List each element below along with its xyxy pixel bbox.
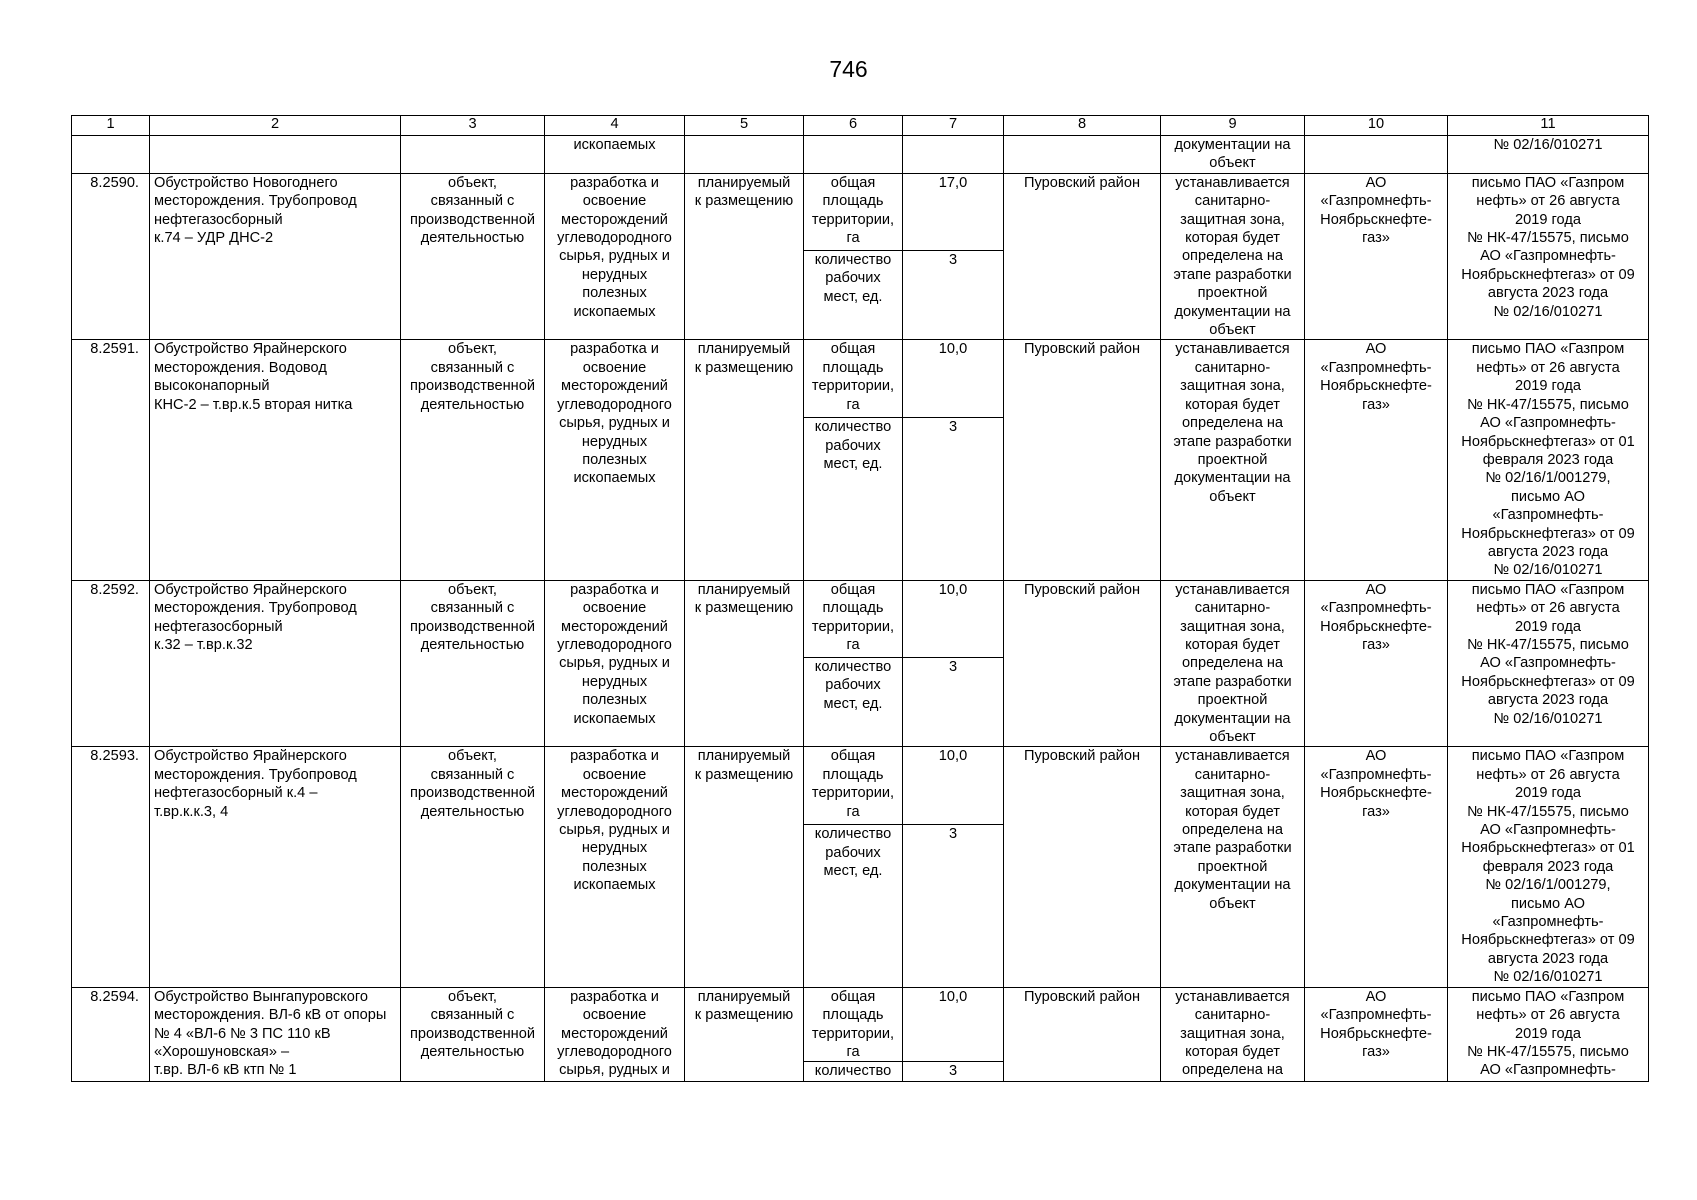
object-type-cell: объект, связанный с производственной деятельностью	[401, 747, 545, 987]
parameter-value-cell: 10,0	[903, 747, 1004, 825]
column-header: 11	[1448, 116, 1649, 136]
column-header: 8	[1004, 116, 1161, 136]
row-number-cell: 8.2592.	[72, 580, 150, 747]
district-cell: Пуровский район	[1004, 173, 1161, 340]
zone-cell: устанавливается санитарно- защитная зона, которая будет определена на этапе разработки проектной документации на объект	[1161, 747, 1305, 987]
table-cell	[903, 136, 1004, 174]
table-cell	[1305, 136, 1448, 174]
parameter-value-cell: 10,0	[903, 987, 1004, 1062]
parameter-name-cell: общая площадь территории, га	[804, 580, 903, 657]
parameter-name-cell: количество рабочих мест, ед.	[804, 418, 903, 581]
parameter-value-cell: 3	[903, 657, 1004, 747]
basis-cell: письмо ПАО «Газпром нефть» от 26 августа 2019 года № НК-47/15575, письмо АО «Газпромнефть- Ноябрьскнефтегаз» от 09 августа 2023 года № 02/16/010271	[1448, 173, 1649, 340]
row-number-cell: 8.2591.	[72, 340, 150, 580]
district-cell: Пуровский район	[1004, 987, 1161, 1081]
object-name-cell: Обустройство Вынгапуровского месторождения. ВЛ-6 кВ от опоры № 4 «ВЛ-6 № 3 ПС 110 кВ «Хорошуновская» – т.вр. ВЛ-6 кВ ктп № 1	[150, 987, 401, 1081]
owner-cell: АО «Газпромнефть- Ноябрьскнефте- газ»	[1305, 987, 1448, 1081]
column-header: 2	[150, 116, 401, 136]
object-name-cell: Обустройство Ярайнерского месторождения. Трубопровод нефтегазосборный к.4 – т.вр.к.к.3, 4	[150, 747, 401, 987]
continuation-row	[72, 136, 1649, 174]
purpose-cell: разработка и освоение месторождений углеводородного сырья, рудных и	[545, 987, 685, 1081]
row-number-cell: 8.2590.	[72, 173, 150, 340]
status-cell: планируемый к размещению	[685, 580, 804, 747]
object-type-cell: объект, связанный с производственной деятельностью	[401, 580, 545, 747]
table-row	[72, 987, 1649, 1062]
row-number-cell: 8.2593.	[72, 747, 150, 987]
table-body	[72, 116, 1649, 1082]
status-cell: планируемый к размещению	[685, 340, 804, 580]
column-header: 5	[685, 116, 804, 136]
object-type-cell: объект, связанный с производственной деятельностью	[401, 173, 545, 340]
purpose-cell: разработка и освоение месторождений углеводородного сырья, рудных и нерудных полезных ископаемых	[545, 580, 685, 747]
object-name-cell: Обустройство Новогоднего месторождения. Трубопровод нефтегазосборный к.74 – УДР ДНС-2	[150, 173, 401, 340]
table-cell	[685, 136, 804, 174]
object-name-cell: Обустройство Ярайнерского месторождения. Трубопровод нефтегазосборный к.32 – т.вр.к.32	[150, 580, 401, 747]
basis-cell: № 02/16/010271	[1448, 136, 1649, 174]
parameter-value-cell: 10,0	[903, 580, 1004, 657]
object-type-cell: объект, связанный с производственной деятельностью	[401, 340, 545, 580]
owner-cell: АО «Газпромнефть- Ноябрьскнефте- газ»	[1305, 340, 1448, 580]
parameter-name-cell: общая площадь территории, га	[804, 340, 903, 418]
column-header: 3	[401, 116, 545, 136]
basis-cell: письмо ПАО «Газпром нефть» от 26 августа 2019 года № НК-47/15575, письмо АО «Газпромнефть-	[1448, 987, 1649, 1081]
zone-cell: документации на объект	[1161, 136, 1305, 174]
table-cell	[804, 136, 903, 174]
parameter-name-cell: общая площадь территории, га	[804, 987, 903, 1062]
column-header: 6	[804, 116, 903, 136]
parameter-value-cell: 3	[903, 1062, 1004, 1081]
zone-cell: устанавливается санитарно- защитная зона, которая будет определена на этапе разработки проектной документации на объект	[1161, 580, 1305, 747]
parameter-name-cell: количество рабочих мест, ед.	[804, 657, 903, 747]
status-cell: планируемый к размещению	[685, 747, 804, 987]
object-type-cell: объект, связанный с производственной деятельностью	[401, 987, 545, 1081]
table-row	[72, 173, 1649, 250]
column-header: 10	[1305, 116, 1448, 136]
basis-cell: письмо ПАО «Газпром нефть» от 26 августа 2019 года № НК-47/15575, письмо АО «Газпромнефть- Ноябрьскнефтегаз» от 01 февраля 2023 года № 02/16/1/001279, письмо АО «Газпромнефть- Ноябрьскнефтегаз» от 09 августа 2023 года № 02/16/010271	[1448, 340, 1649, 580]
purpose-cell: разработка и освоение месторождений углеводородного сырья, рудных и нерудных полезных ископаемых	[545, 340, 685, 580]
parameter-name-cell: общая площадь территории, га	[804, 747, 903, 825]
column-header: 7	[903, 116, 1004, 136]
column-header: 9	[1161, 116, 1305, 136]
owner-cell: АО «Газпромнефть- Ноябрьскнефте- газ»	[1305, 580, 1448, 747]
table-row	[72, 340, 1649, 418]
table-row	[72, 747, 1649, 825]
basis-cell: письмо ПАО «Газпром нефть» от 26 августа 2019 года № НК-47/15575, письмо АО «Газпромнефть- Ноябрьскнефтегаз» от 01 февраля 2023 года № 02/16/1/001279, письмо АО «Газпромнефть- Ноябрьскнефтегаз» от 09 августа 2023 года № 02/16/010271	[1448, 747, 1649, 987]
owner-cell: АО «Газпромнефть- Ноябрьскнефте- газ»	[1305, 747, 1448, 987]
purpose-cell: разработка и освоение месторождений углеводородного сырья, рудных и нерудных полезных ископаемых	[545, 747, 685, 987]
table-cell	[72, 136, 150, 174]
district-cell: Пуровский район	[1004, 340, 1161, 580]
row-number-cell: 8.2594.	[72, 987, 150, 1081]
parameter-value-cell: 3	[903, 418, 1004, 581]
parameter-value-cell: 3	[903, 250, 1004, 340]
parameter-value-cell: 17,0	[903, 173, 1004, 250]
object-name-cell: Обустройство Ярайнерского месторождения. Водовод высоконапорный КНС-2 – т.вр.к.5 вторая нитка	[150, 340, 401, 580]
parameter-value-cell: 10,0	[903, 340, 1004, 418]
district-cell: Пуровский район	[1004, 747, 1161, 987]
column-header: 1	[72, 116, 150, 136]
owner-cell: АО «Газпромнефть- Ноябрьскнефте- газ»	[1305, 173, 1448, 340]
status-cell: планируемый к размещению	[685, 173, 804, 340]
parameter-value-cell: 3	[903, 825, 1004, 988]
page-number: 746	[829, 56, 868, 82]
table-row	[72, 580, 1649, 657]
parameter-name-cell: количество	[804, 1062, 903, 1081]
status-cell: планируемый к размещению	[685, 987, 804, 1081]
table-cell	[401, 136, 545, 174]
zone-cell: устанавливается санитарно- защитная зона, которая будет определена на этапе разработки проектной документации на объект	[1161, 173, 1305, 340]
column-header: 4	[545, 116, 685, 136]
purpose-cell: разработка и освоение месторождений углеводородного сырья, рудных и нерудных полезных ископаемых	[545, 173, 685, 340]
column-number-row	[72, 116, 1649, 136]
table-cell	[150, 136, 401, 174]
zone-cell: устанавливается санитарно- защитная зона, которая будет определена на этапе разработки проектной документации на объект	[1161, 340, 1305, 580]
parameter-name-cell: количество рабочих мест, ед.	[804, 250, 903, 340]
district-cell: Пуровский район	[1004, 580, 1161, 747]
table-cell	[1004, 136, 1161, 174]
parameter-name-cell: общая площадь территории, га	[804, 173, 903, 250]
parameter-name-cell: количество рабочих мест, ед.	[804, 825, 903, 988]
purpose-cell: ископаемых	[545, 136, 685, 174]
objects-table	[71, 115, 1649, 1082]
basis-cell: письмо ПАО «Газпром нефть» от 26 августа 2019 года № НК-47/15575, письмо АО «Газпромнефть- Ноябрьскнефтегаз» от 09 августа 2023 года № 02/16/010271	[1448, 580, 1649, 747]
zone-cell: устанавливается санитарно- защитная зона, которая будет определена на	[1161, 987, 1305, 1081]
